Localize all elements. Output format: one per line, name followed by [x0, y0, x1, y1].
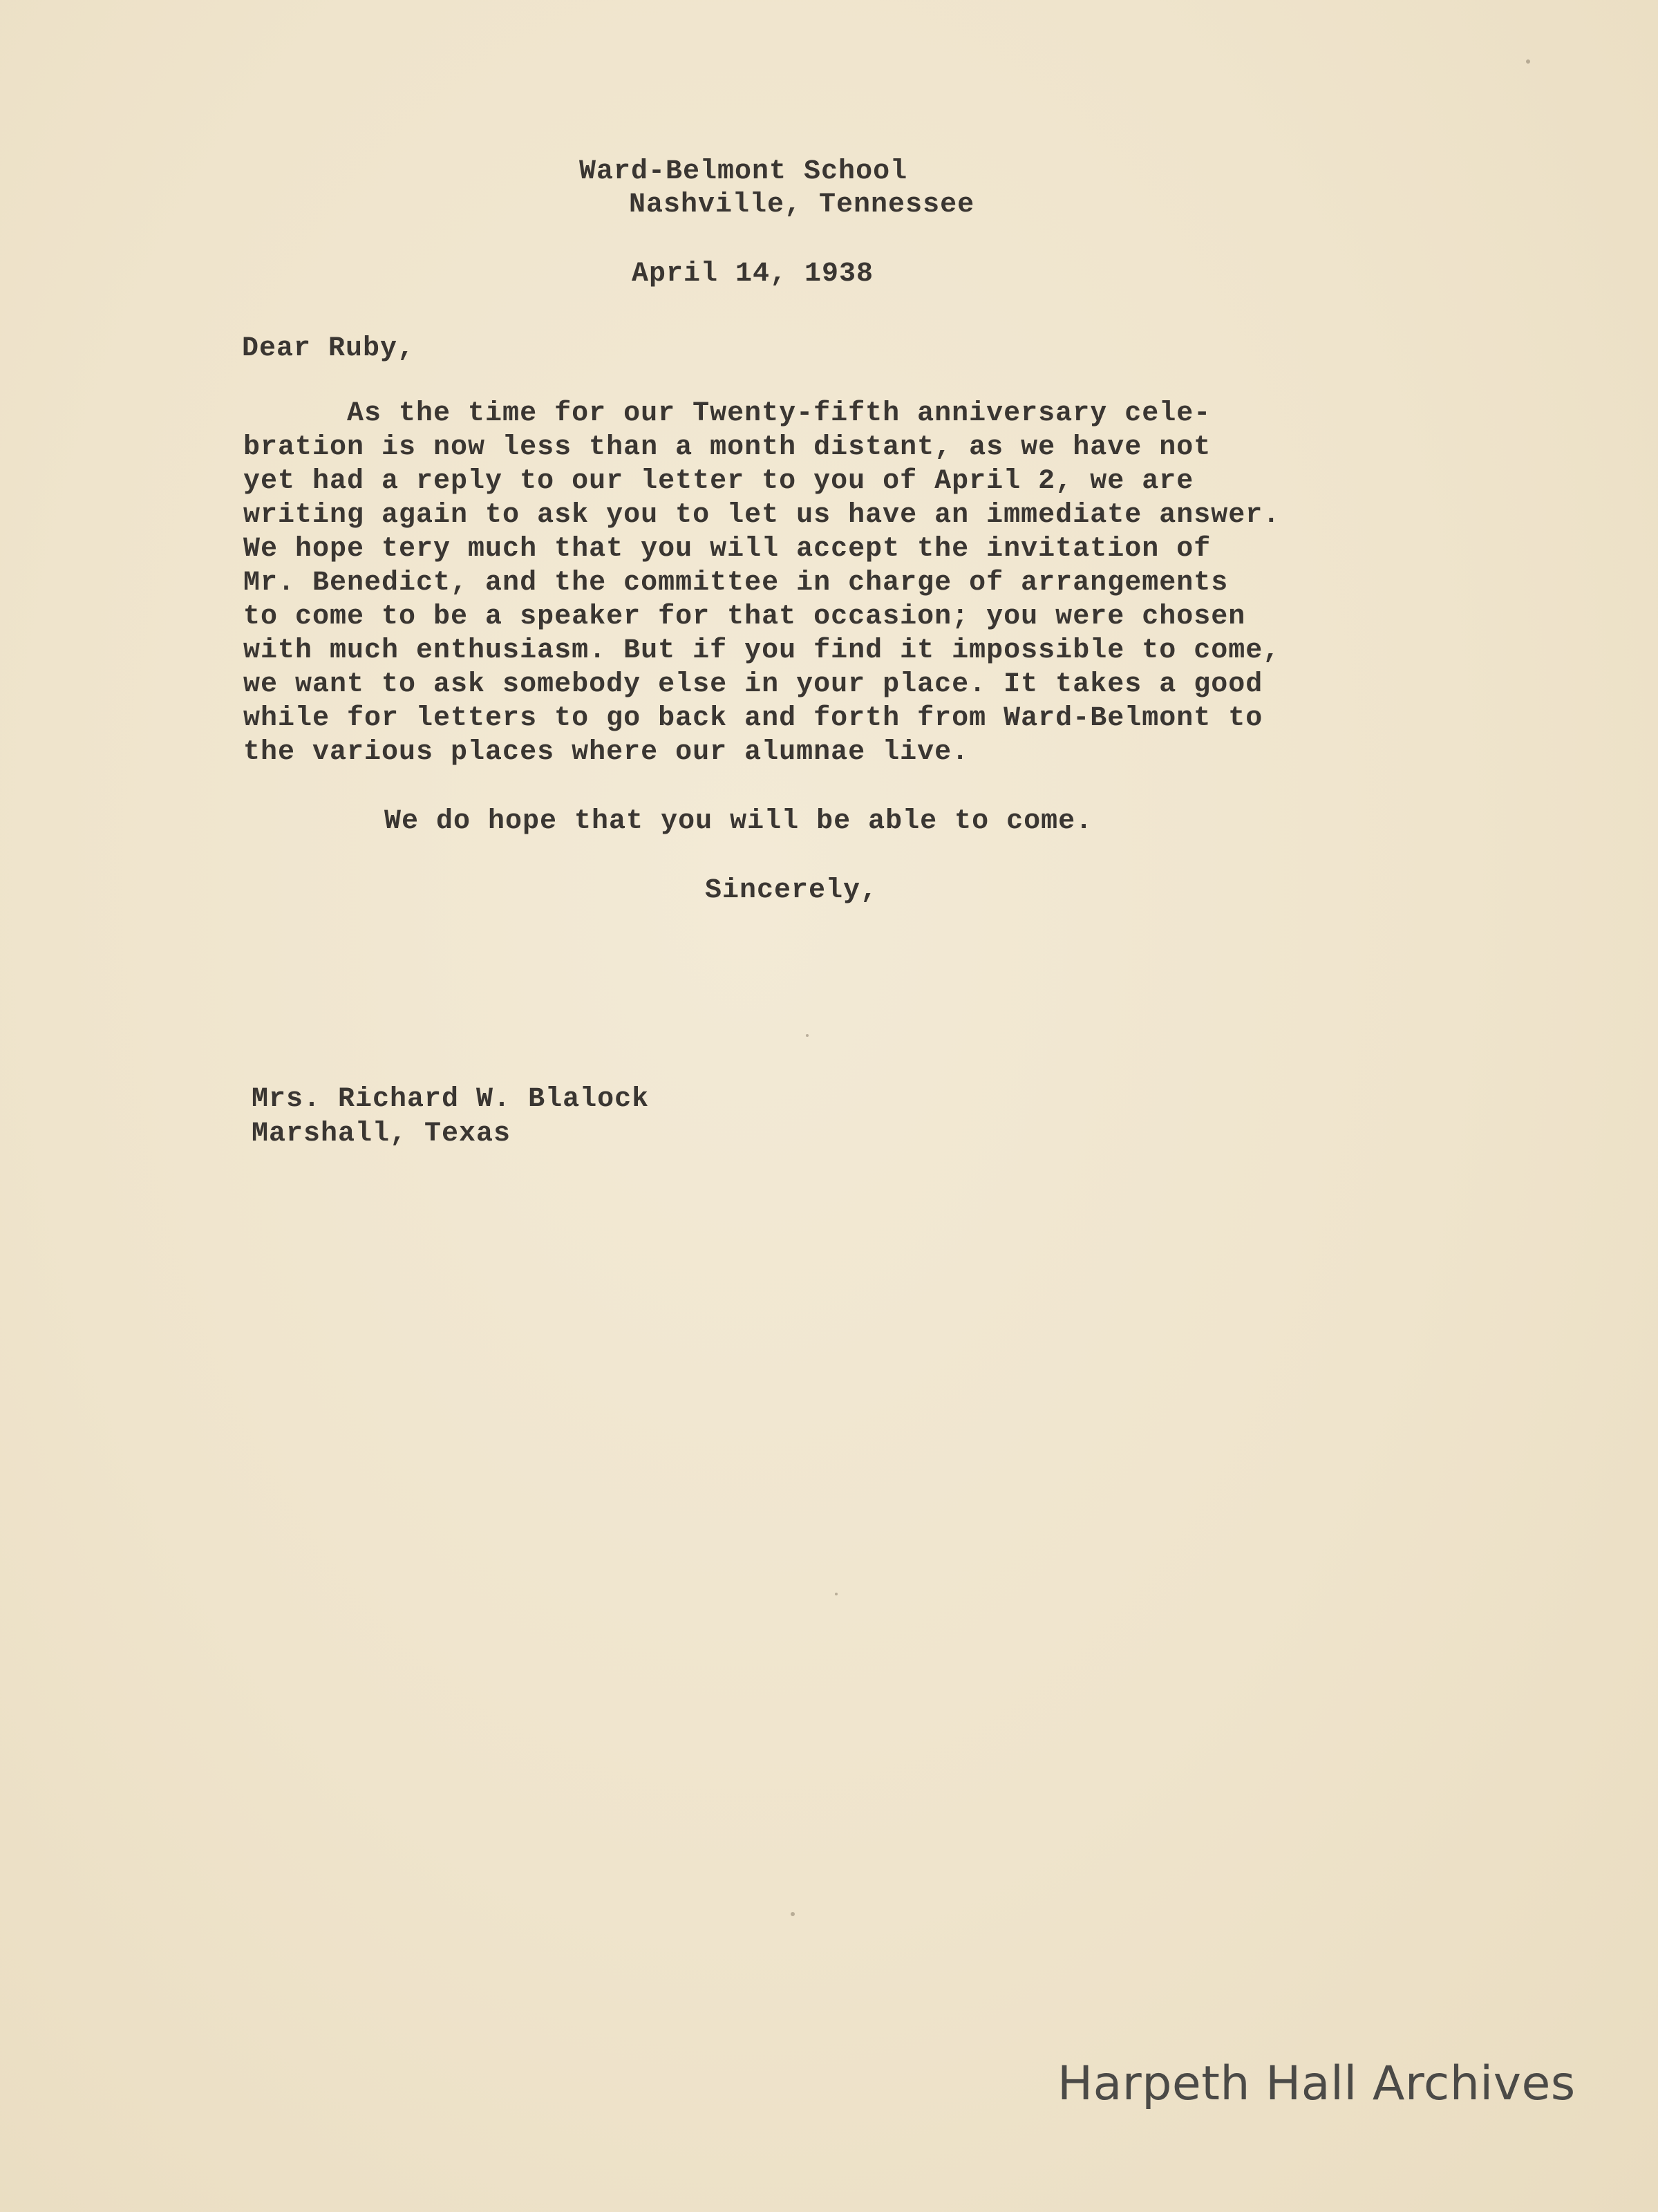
body-line: bration is now less than a month distant, as we have not [243, 432, 1212, 463]
recipient-city: Marshall, Texas [252, 1118, 511, 1150]
paper-speck [1526, 59, 1530, 64]
body-line: yet had a reply to our letter to you of April 2, we are [243, 466, 1194, 497]
paper-speck [806, 1034, 809, 1037]
body-line: Mr. Benedict, and the committee in charge of arrangements [243, 568, 1229, 599]
body-line: the various places where our alumnae live. [243, 737, 970, 768]
body-line: As the time for our Twenty-fifth anniversary cele- [243, 398, 1212, 429]
recipient-name: Mrs. Richard W. Blalock [252, 1084, 650, 1115]
closing-line: We do hope that you will be able to come. [384, 806, 1093, 837]
paper-speck [791, 1912, 795, 1916]
body-line: while for letters to go back and forth from Ward-Belmont to [243, 703, 1263, 734]
letterhead-location: Nashville, Tennessee [629, 189, 975, 221]
body-line: we want to ask somebody else in your place. It takes a good [243, 669, 1263, 700]
signoff: Sincerely, [705, 875, 878, 906]
letterhead-school-name: Ward-Belmont School [579, 156, 908, 187]
body-line: writing again to ask you to let us have an immediate answer. [243, 500, 1281, 531]
archive-watermark: Harpeth Hall Archives [1057, 2056, 1576, 2111]
letter-date: April 14, 1938 [632, 259, 874, 290]
salutation: Dear Ruby, [242, 333, 415, 364]
body-line: We hope tery much that you will accept the invitation of [243, 534, 1212, 565]
paper-speck [835, 1593, 838, 1595]
body-paragraph [243, 397, 1280, 769]
body-line: to come to be a speaker for that occasion; you were chosen [243, 601, 1246, 632]
body-line: with much enthusiasm. But if you find it impossible to come, [243, 635, 1281, 666]
